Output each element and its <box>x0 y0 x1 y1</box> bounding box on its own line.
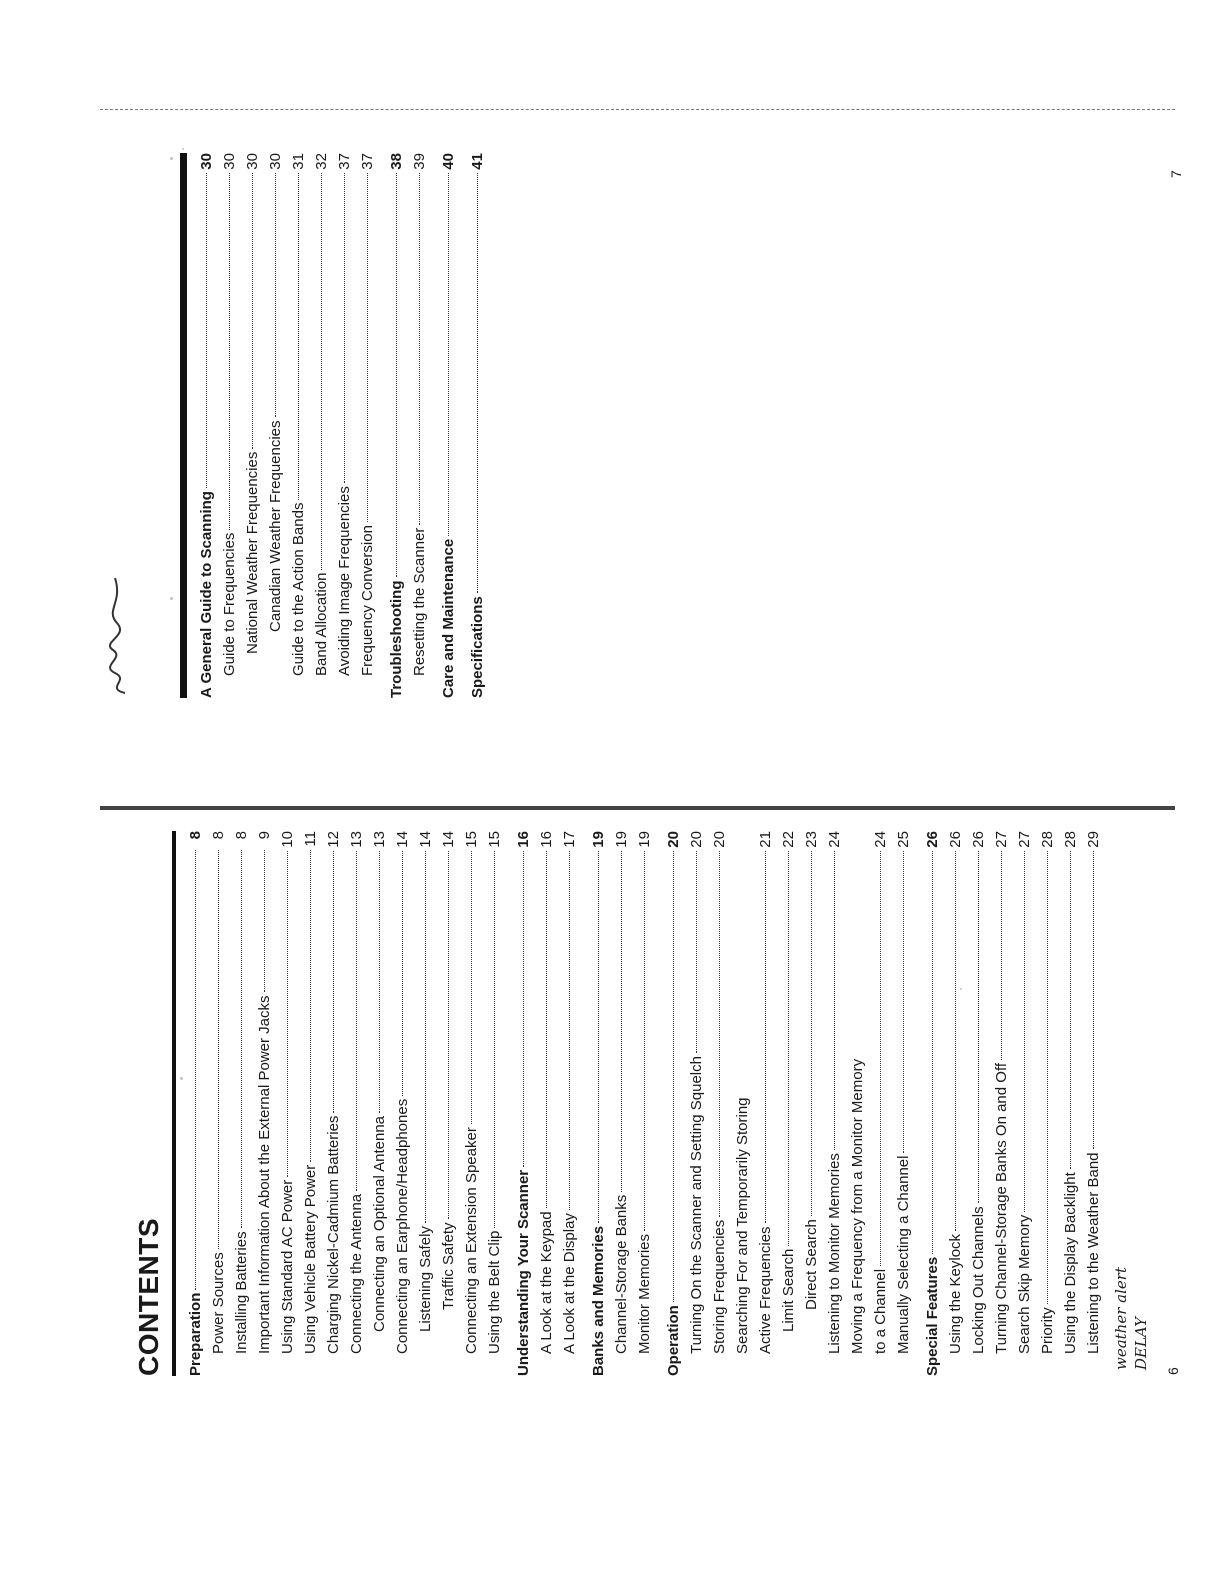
dot-leader <box>788 851 789 1246</box>
toc-entry[interactable] <box>253 831 276 1376</box>
toc-entry[interactable] <box>990 831 1013 1376</box>
toc-page-number: 15 <box>463 831 480 848</box>
toc-entry-title: Active Frequencies <box>757 1226 774 1354</box>
dot-leader <box>621 851 622 1192</box>
toc-page-number: 14 <box>440 831 457 848</box>
toc-section-heading[interactable] <box>921 831 944 1376</box>
toc-entry[interactable] <box>437 831 460 1376</box>
toc-entry-title: Storing Frequencies <box>711 1219 728 1354</box>
page-number: 6 <box>1165 1367 1181 1375</box>
dot-leader <box>419 173 420 525</box>
toc-entry[interactable] <box>754 831 777 1376</box>
toc-section <box>184 831 506 1376</box>
toc-entry[interactable] <box>1059 831 1082 1376</box>
toc-entry-title: Channel-Storage Banks <box>613 1194 630 1354</box>
dot-leader <box>765 851 766 1224</box>
toc-section-heading[interactable] <box>587 831 610 1376</box>
toc-entry-title: Avoiding Image Frequencies <box>336 486 353 676</box>
dot-leader <box>298 173 299 500</box>
dot-leader <box>1001 851 1002 1060</box>
handwritten-notes <box>1111 831 1151 1376</box>
toc-entry-title: Care and Maintenance <box>440 538 457 698</box>
toc-page-number: 14 <box>394 831 411 848</box>
toc-entry-title: Listening to the Weather Band <box>1085 1152 1102 1354</box>
dot-leader <box>546 851 547 1209</box>
toc-entry-title: Using Vehicle Battery Power <box>302 1164 319 1354</box>
scan-speck <box>170 597 173 600</box>
toc-entry-title: Operation <box>665 1305 682 1376</box>
toc-section <box>437 153 460 698</box>
toc-right <box>195 153 489 698</box>
toc-entry[interactable] <box>685 831 708 1376</box>
toc-entry[interactable] <box>944 831 967 1376</box>
dot-leader <box>569 851 570 1210</box>
toc-page-number: 41 <box>469 153 486 170</box>
toc-page-number: 31 <box>290 153 307 170</box>
dot-leader <box>696 851 697 1053</box>
toc-section <box>512 831 581 1376</box>
toc-entry-title: Direct Search <box>803 1219 820 1310</box>
dot-leader <box>1070 851 1071 1170</box>
toc-page-number: 17 <box>561 831 578 848</box>
toc-entry-title: A Look at the Display <box>561 1213 578 1354</box>
dot-leader <box>425 851 426 1223</box>
toc-section <box>466 153 489 698</box>
toc-page-number: 19 <box>613 831 630 848</box>
toc-entry-title: Charging Nickel-Cadmium Batteries <box>325 1115 342 1354</box>
toc-entry-title: Connecting an Earphone/Headphones <box>394 1098 411 1354</box>
dot-leader <box>310 850 311 1162</box>
toc-entry[interactable] <box>535 831 558 1376</box>
toc-section-heading[interactable] <box>195 153 218 698</box>
toc-section-heading[interactable] <box>466 153 489 698</box>
toc-entry-title: Power Sources <box>210 1252 227 1354</box>
toc-page-number: 22 <box>780 831 797 848</box>
toc-entry[interactable] <box>1036 831 1059 1376</box>
toc-section-heading[interactable] <box>662 831 685 1376</box>
toc-page-number: 21 <box>757 831 774 848</box>
dot-leader <box>396 173 397 578</box>
toc-entry-title: A General Guide to Scanning <box>198 491 215 698</box>
toc-page-number: 30 <box>244 153 261 170</box>
toc-page-number: 26 <box>947 831 964 848</box>
toc-entry[interactable] <box>777 831 800 1376</box>
toc-section <box>587 831 656 1376</box>
toc-entry[interactable] <box>310 153 333 698</box>
toc-page-number: 30 <box>267 153 284 170</box>
toc-entry[interactable] <box>356 153 379 698</box>
toc-page-number: 26 <box>924 831 941 848</box>
toc-entry[interactable] <box>708 831 731 1376</box>
toc-page-number: 39 <box>411 153 428 170</box>
dot-leader <box>1047 851 1048 1305</box>
toc-entry-title: Locking Out Channels <box>970 1206 987 1354</box>
dot-leader <box>344 173 345 483</box>
toc-entry-title: Specifications <box>469 596 486 698</box>
toc-entry-title: Resetting the Scanner <box>411 527 428 676</box>
toc-entry-title: Canadian Weather Frequencies <box>267 420 284 632</box>
toc-entry-title: Traffic Safety <box>440 1222 457 1310</box>
toc-page-number: 29 <box>1085 831 1102 848</box>
toc-entry-title: Installing Batteries <box>233 1231 250 1354</box>
toc-entry[interactable] <box>1082 831 1105 1376</box>
toc-entry[interactable] <box>823 831 846 1376</box>
dot-leader <box>379 851 380 1113</box>
toc-entry-title: Listening to Monitor Memories <box>826 1153 843 1354</box>
toc-entry-title: Banks and Memories <box>590 1225 607 1376</box>
toc-page-number: 16 <box>515 831 532 848</box>
toc-page-number: 24 <box>826 831 843 848</box>
toc-section <box>195 153 379 698</box>
toc-entry-title: Connecting the Antenna <box>348 1193 365 1354</box>
toc-section-heading[interactable] <box>184 831 207 1376</box>
toc-entry[interactable] <box>207 831 230 1376</box>
dot-leader <box>673 851 674 1302</box>
toc-page-number: 28 <box>1062 831 1079 848</box>
toc-entry-title: Troubleshooting <box>388 580 405 698</box>
toc-entry-title: to a Channel <box>872 1268 889 1354</box>
dot-leader <box>1093 851 1094 1150</box>
dot-leader <box>229 173 230 530</box>
toc-entry[interactable] <box>731 831 754 1376</box>
toc-entry-title: Limit Search <box>780 1248 797 1332</box>
dot-leader <box>644 851 645 1231</box>
toc-page-number: 15 <box>486 831 503 848</box>
toc-entry[interactable] <box>800 831 823 1376</box>
page-number: 7 <box>1168 170 1184 178</box>
toc-entry-title: Preparation <box>187 1292 204 1376</box>
dot-leader <box>333 851 334 1113</box>
toc-entry[interactable] <box>460 831 483 1376</box>
dot-leader <box>402 851 403 1096</box>
toc-entry[interactable] <box>264 153 287 698</box>
toc-entry-title: Using the Belt Clip <box>486 1230 503 1354</box>
toc-entry-title: Guide to the Action Bands <box>290 502 307 676</box>
toc-page-number: 25 <box>895 831 912 848</box>
dot-leader <box>523 851 524 1167</box>
toc-page-number: 8 <box>210 831 227 840</box>
toc-entry-title: Priority <box>1039 1307 1056 1354</box>
toc-entry-title: Searching For and Temporarily Storing <box>734 1097 751 1354</box>
toc-page-number: 11 <box>302 831 319 847</box>
toc-page-number: 13 <box>348 831 365 848</box>
toc-page-number: 30 <box>198 153 215 170</box>
toc-entry[interactable] <box>218 153 241 698</box>
toc-entry[interactable] <box>391 831 414 1376</box>
handwritten-scribble <box>95 568 135 698</box>
page-fold <box>100 806 1175 810</box>
toc-page-number: 12 <box>325 831 342 848</box>
toc-page-number: 20 <box>665 831 682 848</box>
toc-page-number: 37 <box>336 153 353 170</box>
toc-entry-title: Monitor Memories <box>636 1233 653 1354</box>
dot-leader <box>264 850 265 992</box>
toc-entry[interactable] <box>892 831 915 1376</box>
title-rule <box>180 153 187 698</box>
scan-speck <box>182 148 184 150</box>
dot-leader <box>903 851 904 1153</box>
toc-page-number: 24 <box>872 831 889 848</box>
scan-speck <box>170 157 173 160</box>
dot-leader <box>955 851 956 1231</box>
toc-page-number: 30 <box>221 153 238 170</box>
toc-section-heading[interactable] <box>512 831 535 1376</box>
right-page <box>180 153 495 698</box>
dot-leader <box>598 851 599 1223</box>
dot-leader <box>448 173 449 536</box>
dot-leader <box>978 851 979 1204</box>
toc-entry[interactable] <box>869 831 892 1376</box>
toc-entry-title: Frequency Conversion <box>359 525 376 676</box>
toc-left <box>184 831 1105 1376</box>
dot-leader <box>195 850 196 1290</box>
toc-page-number: 14 <box>417 831 434 848</box>
toc-entry-title: Connecting an Optional Antenna <box>371 1116 388 1332</box>
toc-entry-title: A Look at the Keypad <box>538 1211 555 1354</box>
toc-page-number: 32 <box>313 153 330 170</box>
toc-entry[interactable] <box>633 831 656 1376</box>
toc-entry[interactable] <box>408 153 431 698</box>
toc-page-number: 8 <box>233 831 250 840</box>
toc-page-number: 13 <box>371 831 388 848</box>
dot-leader <box>448 851 449 1220</box>
toc-page-number: 19 <box>636 831 653 848</box>
toc-page-number: 20 <box>711 831 728 848</box>
toc-page-number: 28 <box>1039 831 1056 848</box>
toc-entry-title: Connecting an Extension Speaker <box>463 1127 480 1354</box>
dot-leader <box>494 851 495 1228</box>
toc-page-number: 9 <box>256 831 273 840</box>
toc-page-number: 19 <box>590 831 607 848</box>
toc-entry-title: Listening Safely <box>417 1226 434 1332</box>
toc-page-number: 40 <box>440 153 457 170</box>
dot-leader <box>218 850 219 1249</box>
toc-section <box>662 831 915 1376</box>
dot-leader <box>811 851 812 1216</box>
toc-page-number: 26 <box>970 831 987 848</box>
toc-entry[interactable] <box>241 153 264 698</box>
page-edge-mark <box>100 109 1175 110</box>
toc-entry-title: Moving a Frequency from a Monitor Memory <box>849 1058 866 1354</box>
dot-leader <box>206 173 207 488</box>
left-page <box>130 831 1151 1376</box>
toc-section <box>921 831 1105 1376</box>
toc-page-number: 10 <box>279 831 296 848</box>
handwritten-note: weather alert <box>1112 1267 1130 1370</box>
toc-entry[interactable] <box>846 831 869 1376</box>
dot-leader <box>321 173 322 570</box>
toc-entry[interactable] <box>333 153 356 698</box>
toc-section-heading[interactable] <box>437 153 460 698</box>
toc-page-number: 20 <box>688 831 705 848</box>
toc-entry-title: Using the Display Backlight <box>1062 1172 1079 1354</box>
toc-entry-title: Using Standard AC Power <box>279 1179 296 1354</box>
toc-entry[interactable] <box>230 831 253 1376</box>
dot-leader <box>932 851 933 1254</box>
dot-leader <box>834 851 835 1150</box>
dot-leader <box>275 173 276 418</box>
dot-leader <box>287 851 288 1177</box>
toc-entry[interactable] <box>610 831 633 1376</box>
toc-entry[interactable] <box>299 831 322 1376</box>
dot-leader <box>880 851 881 1266</box>
toc-entry-title: Search Skip Memory <box>1016 1214 1033 1354</box>
dot-leader <box>477 173 478 594</box>
title-rule <box>172 831 176 1376</box>
toc-page-number: 37 <box>359 153 376 170</box>
toc-page-number: 27 <box>1016 831 1033 848</box>
toc-entry[interactable] <box>967 831 990 1376</box>
toc-section-heading[interactable] <box>385 153 408 698</box>
toc-entry[interactable] <box>558 831 581 1376</box>
toc-entry-title: Important Information About the External Power Jacks <box>256 995 273 1354</box>
toc-entry-title: Guide to Frequencies <box>221 532 238 676</box>
page-title: CONTENTS <box>133 1218 164 1376</box>
dot-leader <box>252 173 253 449</box>
toc-entry-title: Turning Channel-Storage Banks On and Off <box>993 1062 1010 1354</box>
toc-entry[interactable] <box>276 831 299 1376</box>
toc-page-number: 27 <box>993 831 1010 848</box>
toc-entry-title: Understanding Your Scanner <box>515 1169 532 1376</box>
dot-leader <box>356 851 357 1191</box>
toc-entry-title: Special Features <box>924 1256 941 1376</box>
toc-section <box>385 153 431 698</box>
toc-entry-title: Using the Keylock <box>947 1233 964 1354</box>
toc-page-number: 23 <box>803 831 820 848</box>
toc-entry[interactable] <box>483 831 506 1376</box>
dot-leader <box>367 173 368 522</box>
toc-entry-title: Band Allocation <box>313 572 330 676</box>
toc-entry[interactable] <box>345 831 368 1376</box>
dot-leader <box>471 851 472 1124</box>
dot-leader <box>241 850 242 1228</box>
toc-page-number: 16 <box>538 831 555 848</box>
dot-leader <box>1024 851 1025 1212</box>
handwritten-note: DELAY <box>1132 1316 1150 1370</box>
toc-entry-title: Manually Selecting a Channel <box>895 1155 912 1354</box>
toc-entry-title: Turning On the Scanner and Setting Squelch <box>688 1056 705 1354</box>
toc-page-number: 38 <box>388 153 405 170</box>
toc-entry[interactable] <box>1013 831 1036 1376</box>
toc-entry-title: National Weather Frequencies <box>244 451 261 654</box>
toc-entry[interactable] <box>322 831 345 1376</box>
toc-entry[interactable] <box>287 153 310 698</box>
toc-entry[interactable] <box>368 831 391 1376</box>
toc-page-number: 8 <box>187 831 204 840</box>
toc-entry[interactable] <box>414 831 437 1376</box>
dot-leader <box>719 851 720 1217</box>
